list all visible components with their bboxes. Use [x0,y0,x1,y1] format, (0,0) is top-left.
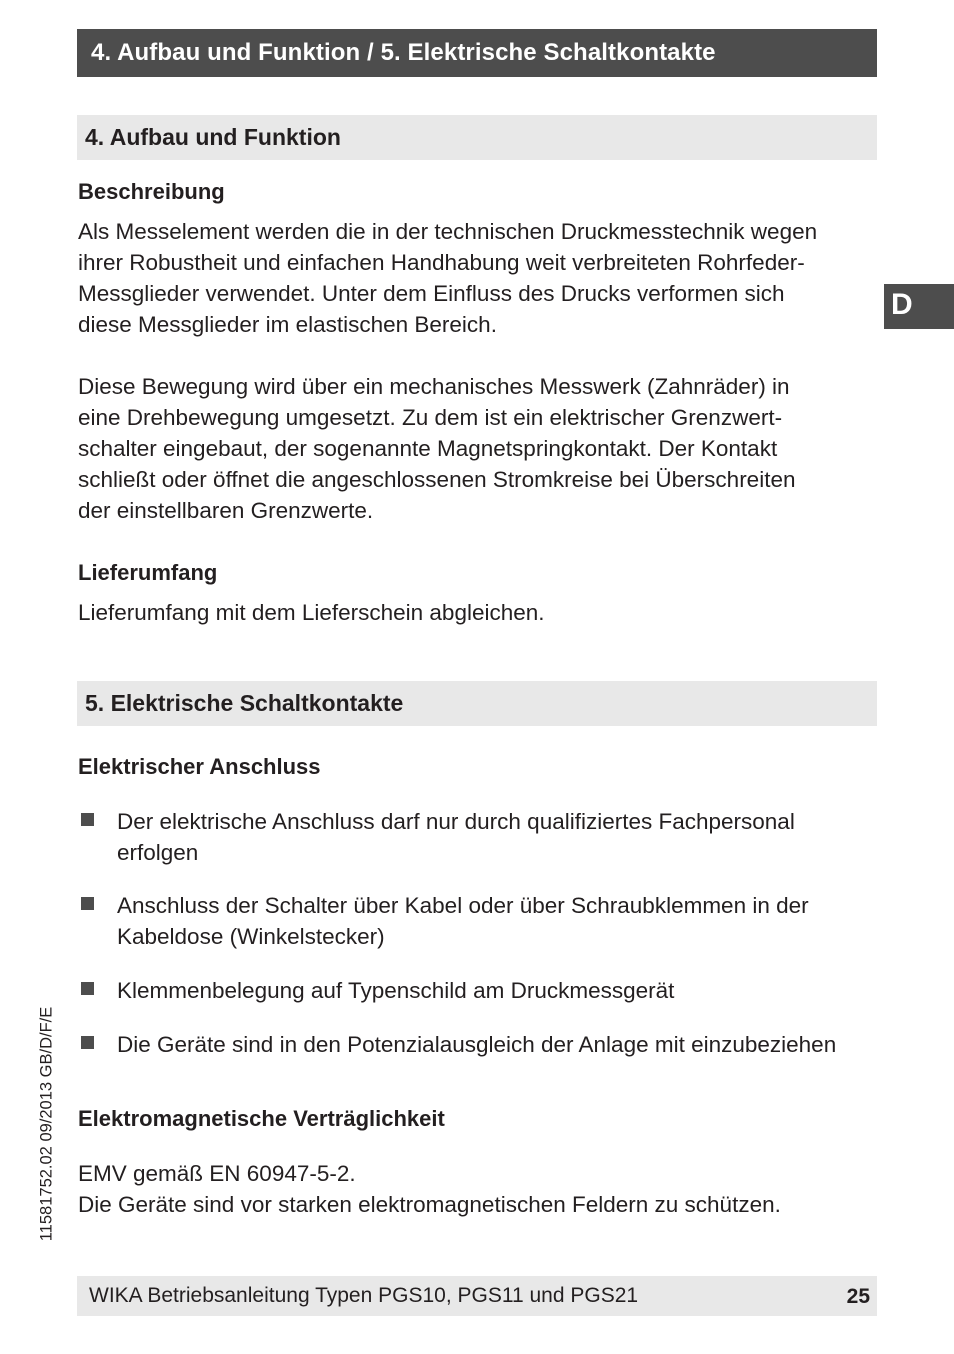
page-footer [77,1276,877,1316]
text-line: Als Messelement werden die in der technischen Druckmesstechnik wegen [78,219,818,244]
page-header [77,29,877,77]
section-5-heading [77,681,877,726]
language-tab [884,284,954,329]
bullet-square-icon [81,897,94,910]
document-code-text: 11581752.02 09/2013 GB/D/F/E [37,1006,56,1242]
bullet-text [117,1029,887,1060]
page-number: 25 [846,1285,870,1308]
emv-heading: Elektromagnetische Verträglichkeit [78,1106,445,1131]
text-line: Die Geräte sind in den Potenzialausgleich der Anlage mit einzubeziehen [117,1032,837,1057]
elektrischer-anschluss-heading: Elektrischer Anschluss [78,754,321,779]
bullet-square-icon [81,813,94,826]
bullet-text [117,890,887,952]
text-line: EMV gemäß EN 60947-5-2. [78,1161,356,1186]
text-line: schalter eingebaut, der sogenannte Magnetspringkontakt. Der Kontakt [78,436,778,461]
text-line: Kabeldose (Winkelstecker) [117,924,385,949]
text-line: Anschluss der Schalter über Kabel oder über Schraubklemmen in der [117,893,809,918]
lieferumfang-heading: Lieferumfang [78,560,218,585]
section-5-title: 5. Elektrische Schaltkontakte [85,690,404,716]
section-4-title: 4. Aufbau und Funktion [85,124,341,150]
bullet-square-icon [81,982,94,995]
lieferumfang-text: Lieferumfang mit dem Lieferschein abgleichen. [78,600,545,625]
text-line: schließt oder öffnet die angeschlossenen Stromkreise bei Überschreiten [78,467,796,492]
text-line: Messglieder verwendet. Unter dem Einfluss des Drucks verformen sich [78,281,785,306]
text-line: ihrer Robustheit und einfachen Handhabung weit verbreiteten Rohrfeder- [78,250,805,275]
text-line: Diese Bewegung wird über ein mechanisches Messwerk (Zahnräder) in [78,374,790,399]
text-line: Klemmenbelegung auf Typenschild am Druckmessgerät [117,978,675,1003]
bullet-square-icon [81,1036,94,1049]
beschreibung-paragraph-1 [78,216,878,340]
text-line: diese Messglieder im elastischen Bereich. [78,312,497,337]
text-line: Der elektrische Anschluss darf nur durch qualifiziertes Fachpersonal [117,809,795,834]
emv-text [78,1158,878,1220]
beschreibung-heading: Beschreibung [78,179,225,204]
footer-title: WIKA Betriebsanleitung Typen PGS10, PGS11 und PGS21 [89,1284,639,1307]
text-line: der einstellbaren Grenzwerte. [78,498,374,523]
text-line: erfolgen [117,840,199,865]
language-tab-label: D [891,288,913,321]
page-header-title: 4. Aufbau und Funktion / 5. Elektrische Schaltkontakte [91,39,716,66]
text-line: eine Drehbewegung umgesetzt. Zu dem ist ein elektrischer Grenzwert- [78,405,783,430]
section-4-heading [77,115,877,160]
beschreibung-paragraph-2 [78,371,878,526]
bullet-text [117,806,887,868]
text-line: Die Geräte sind vor starken elektromagnetischen Feldern zu schützen. [78,1192,781,1217]
bullet-text [117,975,887,1006]
